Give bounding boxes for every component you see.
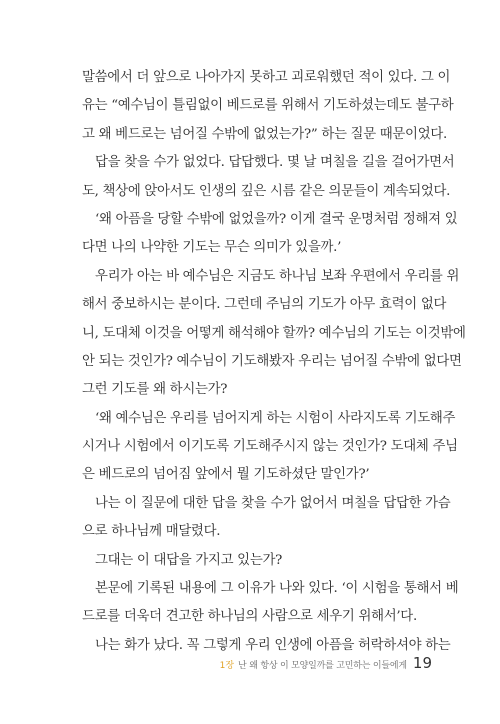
text-line: 우리가 아는 바 예수님은 지금도 하나님 보좌 우편에서 우리를 위 [95,268,460,284]
text-line: 그런 기도를 왜 하시는가? [82,382,228,398]
text-line: 도, 책상에 앉아서도 인생의 깊은 시름 같은 의문들이 계속되었다. [82,183,451,199]
text-line: 드로를 더욱더 견고한 하나님의 사람으로 세우기 위해서’다. [82,609,417,625]
text-line: 나는 이 질문에 대한 답을 찾을 수가 없어서 며칠을 답답한 가슴 [95,495,451,511]
text-line: ‘왜 예수님은 우리를 넘어지게 하는 시험이 사라지도록 기도해주 [95,410,456,426]
body-text [82,64,466,660]
page-footer [220,654,432,672]
text-line: 말씀에서 더 앞으로 나아가지 못하고 괴로워했던 적이 있다. 그 이 [82,70,451,85]
text-line: 본문에 기록된 내용에 그 이유가 나와 있다. ‘이 시험을 통해서 베 [95,581,459,597]
text-line: 그대는 이 대답을 가지고 있는가? [95,552,282,568]
text-line: 유는 “예수님이 틀림없이 베드로를 위해서 기도하셨는데도 불구하 [82,98,454,114]
text-line: 다면 나의 나약한 기도는 무슨 의미가 있을까.’ [82,240,342,256]
text-line: 으로 하나님께 매달렸다. [82,524,221,540]
text-line: 은 베드로의 넘어짐 앞에서 뭘 기도하셨단 말인가?’ [82,467,370,483]
chapter-label: 1장 [219,661,235,671]
text-line: ‘왜 아픔을 당할 수밖에 없었을까? 이게 결국 운명처럼 정해져 있 [95,211,458,227]
text-line: 안 되는 것인가? 예수님이 기도해봤자 우리는 넘어질 수밖에 없다면 [82,353,462,369]
page-number: 19 [412,654,432,672]
running-title: 난 왜 항상 이 모양일까를 고민하는 이들에게 [238,661,407,671]
text-line: 니, 도대체 이것을 어떻게 해석해야 할까? 예수님의 기도는 이것밖에 [82,325,466,341]
text-line: 답을 찾을 수가 없었다. 답답했다. 몇 날 며칠을 길을 걸어가면서 [95,155,455,171]
text-line: 해서 중보하시는 분이다. 그런데 주님의 기도가 아무 효력이 없다 [82,297,447,313]
text-line: 시거나 시험에서 이기도록 기도해주시지 않는 것인가? 도대체 주님 [82,439,458,455]
text-line: 고 왜 베드로는 넘어질 수밖에 없었는가?” 하는 질문 때문이었다. [82,126,447,142]
text-line: 나는 화가 났다. 꼭 그렇게 우리 인생에 아픔을 허락하셔야 하는 [95,637,451,653]
